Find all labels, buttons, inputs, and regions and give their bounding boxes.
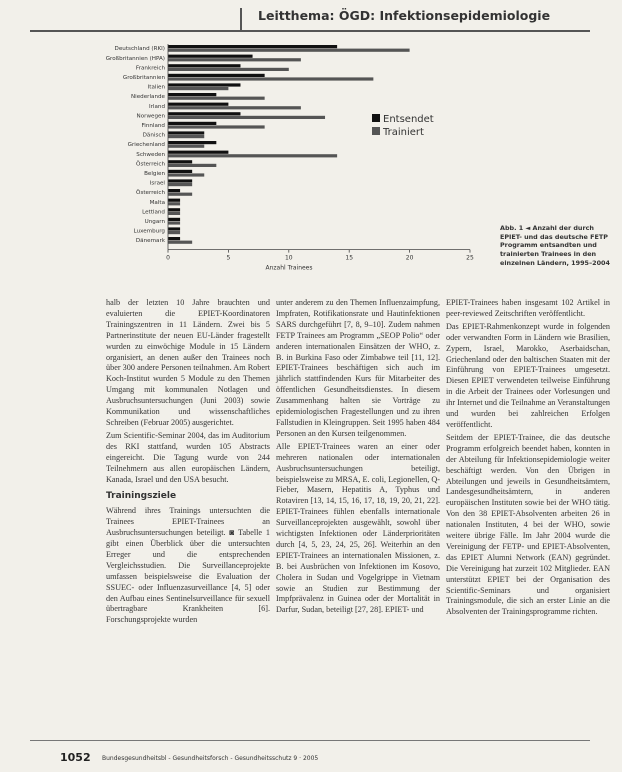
- page-number: 1052: [60, 751, 91, 764]
- bar-trainiert: [168, 202, 180, 205]
- bar-trainiert: [168, 77, 373, 80]
- bar-trainiert: [168, 135, 204, 138]
- bar-trainiert: [168, 106, 301, 109]
- bar-entsendet: [168, 237, 180, 240]
- bar-trainiert: [168, 97, 265, 100]
- category-label: Italien: [147, 84, 165, 91]
- bar-entsendet: [168, 45, 337, 48]
- paragraph: EPIET-Trainees haben insgesamt 102 Artikel in peer-reviewed Zeitschriften veröffentlicht.: [446, 298, 610, 318]
- category-label: Schweden: [136, 151, 165, 158]
- category-label: Frankreich: [135, 65, 165, 72]
- paragraph: unter anderem zu den Themen Influenzaimpfung, Impfraten, Rotifikationsrate und Hautinfektionen SARS durchgeführt [7, 8, 9–10]. Zudem nahmen FETP Trainees am Programm „SEOP Polio“ oder anderen internationalen Einsätzen der WHO, z. B. in Burkina Faso oder Zimbabwe teil [11, 12]. EPIET-Trainees beschäftigen sich auch im jährlich stattfindenden Kurs für Mitarbeiter des öffentlichen Gesundheitsdienstes. In diesem Zusammenhang halten sie Vorträge zu epidemiologischen Fragestellungen und zu ihren Fallstudien in Kleingruppen. Seit 1995 haben 484 Personen an den Kursen teilgenommen.: [276, 298, 440, 438]
- bar-entsendet: [168, 103, 228, 106]
- text-column-2: [276, 298, 440, 618]
- bar-trainiert: [168, 241, 192, 244]
- bar-entsendet: [168, 122, 216, 125]
- category-label: Norwegen: [136, 113, 165, 120]
- paragraph: halb der letzten 10 Jahre brauchten und evaluierten die EPIET-Koordinatoren Trainingszentren in 11 Ländern. Zwei bis 5 Partnerinstitute der neuen EU-Länder fragestellt wurden zu einwöchige Module in 15 Ländern organisiert, an denen außer den Trainees noch über 300 andere Personen teilnahmen. Am Robert Koch-Institut wurden 5 Module zu den Themen Umgang mit kommunalen Notlagen und Ausbruchsuntersuchungen (Juni 2003) sowie Kommunikation und wissenschaftliches Schreiben (Februar 2005) ausgerichtet.: [106, 298, 270, 427]
- bar-entsendet: [168, 93, 216, 96]
- bar-entsendet: [168, 160, 192, 163]
- legend-swatch-entsendet: [372, 114, 380, 122]
- bar-trainiert: [168, 231, 180, 234]
- category-label: Griechenland: [127, 142, 165, 149]
- bar-entsendet: [168, 227, 180, 230]
- bar-chart-svg: [40, 36, 500, 286]
- figure-caption: Abb. 1 ◄ Anzahl der durch EPIET- und das deutsche FETP Programm entsandten und trainierten Trainees in den einzelnen Ländern, 1995–2004: [500, 224, 610, 267]
- x-axis-title: Anzahl Trainees: [265, 264, 313, 272]
- paragraph: Das EPIET-Rahmenkonzept wurde in folgenden oder verwandten Form in Ländern wie Brasilien, Zypern, Israel, Marokko, Aserbaidschan, Griechenland oder den baltischen Staaten mit der Einführung von EPIET-Trainees umgesetzt. Diesen EPIET verwendeten teilweise Einführung in die Arbeit der Trainees oder Vorlesungen und ihr Internet und die Teilnahme an Veranstaltungen und wurden bei zahlreichen Erfolgen veröffentlicht.: [446, 321, 610, 429]
- bar-trainiert: [168, 87, 228, 90]
- text-column-1: [106, 298, 270, 628]
- paragraph: Zum Scientific-Seminar 2004, das im Auditorium des RKI stattfand, wurden 105 Abstracts eingereicht. Die Tagung wurde von 244 Teilnehmern aus allen europäischen Ländern, Kanada, Israel und den USA besucht.: [106, 430, 270, 484]
- footer-rule: [30, 740, 590, 741]
- header-rule: [30, 30, 590, 32]
- category-label: Israel: [149, 180, 165, 187]
- paragraph: Seitdem der EPIET-Trainee, die das deutsche Programm erfolgreich beendet haben, konnten in der Abteilung für Infektionsepidemiologie weiter beschäftigt werden. Von den Übrigen in Abteilungen und jeweils in Gesundheitsämtern, Landesgesundheitsämtern, in anderen europäischen Instituten sowie bei der WHO tätig. Von den 38 EPIET-Absolventen arbeiten 26 in nationalen Instituten, 4 bei der WHO, sowie weitere übrige Fälle. Im Jahr 2004 wurde die Vereinigung der FETP- und EPIET-Absolventen, das EPIET Alumni Network (EAN) gegründet. Die Vereinigung hat zurzeit 102 Mitglieder. EAN unterstützt EPIET bei der Organisation des Scientific-Seminars und organisiert Trainingsmodule, die sich an erster Linie an die Absolventen der Trainingsprogramme richten.: [446, 432, 610, 617]
- bar-trainiert: [168, 68, 289, 71]
- x-tick-label: 10: [284, 254, 293, 262]
- bar-trainiert: [168, 58, 301, 61]
- category-label: Großbritannien: [122, 75, 165, 81]
- bar-entsendet: [168, 83, 240, 86]
- category-label: Österreich: [136, 161, 165, 168]
- bar-entsendet: [168, 208, 180, 211]
- running-header: Leitthema: ÖGD: Infektionsepidemiologie: [258, 8, 551, 23]
- category-label: Dänisch: [142, 132, 165, 139]
- category-label: Finnland: [141, 123, 165, 129]
- bar-entsendet: [168, 189, 180, 192]
- paragraph: Alle EPIET-Trainees waren an einer oder mehreren nationalen oder internationalen Ausbruchsuntersuchungen beteiligt, beispielsweise zu MRSA, E. coli, Legionellen, Q-Fieber, Masern, Hepatitis A, Typhus und Rotaviren [13, 14, 15, 16, 17, 18, 19, 20, 21, 22]. EPIET-Trainees fühlen ebenfalls internationale Surveillanceprojekten ausgewählt, sowohl über wichtigsten Infektionen oder Länderprioritäten durch [4, 5, 23, 24, 25, 26]. Weiterhin an den EPIET-Trainees an internationalen Missionen, z. B. bei Ausbrüchen von Infektionen im Kosovo, Cholera in Sudan und Vogelgrippe in Vietnam sowie an Studien zur Bestimmung der Impfprävalenz in Guinea oder der Mortalität in Darfur, Sudan, beteiligt [27, 28]. EPIET- und: [276, 441, 440, 615]
- bar-trainiert: [168, 154, 337, 157]
- bar-entsendet: [168, 64, 240, 67]
- category-label: Irland: [148, 103, 165, 110]
- bar-entsendet: [168, 151, 228, 154]
- bar-entsendet: [168, 131, 204, 134]
- bar-trainiert: [168, 164, 216, 167]
- x-tick-label: 0: [166, 254, 170, 262]
- text-column-3: [446, 298, 610, 620]
- x-tick-label: 20: [405, 254, 414, 262]
- category-label: Deutschland (RKI): [114, 46, 165, 53]
- bar-chart: [40, 36, 500, 286]
- bar-trainiert: [168, 116, 325, 119]
- bar-entsendet: [168, 218, 180, 221]
- category-label: Großbritannien (HPA): [105, 55, 165, 62]
- category-label: Niederlande: [131, 94, 165, 101]
- bar-trainiert: [168, 145, 204, 148]
- category-label: Malta: [149, 199, 165, 206]
- bar-trainiert: [168, 49, 410, 52]
- bar-entsendet: [168, 74, 265, 77]
- bar-entsendet: [168, 170, 192, 173]
- bar-entsendet: [168, 141, 216, 144]
- x-tick-label: 15: [345, 254, 354, 262]
- bar-trainiert: [168, 221, 180, 224]
- category-label: Luxemburg: [133, 228, 165, 235]
- bar-trainiert: [168, 183, 192, 186]
- bar-entsendet: [168, 199, 180, 202]
- x-tick-label: 25: [466, 254, 474, 262]
- bar-trainiert: [168, 125, 265, 128]
- legend-label-trainiert: Trainiert: [383, 127, 424, 138]
- legend-label-entsendet: Entsendet: [383, 114, 434, 125]
- category-label: Österreich: [136, 190, 165, 197]
- bar-trainiert: [168, 212, 180, 215]
- section-heading: Trainingsziele: [106, 491, 177, 502]
- bar-trainiert: [168, 193, 192, 196]
- bar-trainiert: [168, 173, 204, 176]
- x-tick-label: 5: [226, 254, 231, 262]
- bar-entsendet: [168, 55, 253, 58]
- category-label: Dänemark: [135, 238, 165, 245]
- legend-swatch-trainiert: [372, 127, 380, 135]
- paragraph: Während ihres Trainings untersuchten die Trainees EPIET-Trainees an Ausbruchsuntersuchungen beteiligt. ◙ Tabelle 1 gibt einen Überblick über die untersuchten Erreger und die entsprechenden Vergleichsstudien. Die Surveillanceprojekte umfassen beispielsweise die Evaluation der SSUEC- oder Influenzasurveillance [4, 5] oder den Aufbau eines Sentinelsurveillance für sexuell übertragbare Krankheiten [6]. Forschungsprojekte wurden: [106, 506, 270, 625]
- category-label: Ungarn: [144, 219, 165, 225]
- header-divider: [240, 8, 242, 30]
- bar-entsendet: [168, 112, 240, 115]
- footer-citation: Bundesgesundheitsbl - Gesundheitsforsch - Gesundheitsschutz 9 · 2005: [102, 755, 319, 762]
- bar-entsendet: [168, 179, 192, 182]
- category-label: Lettland: [142, 209, 165, 216]
- category-label: Belgien: [144, 171, 165, 177]
